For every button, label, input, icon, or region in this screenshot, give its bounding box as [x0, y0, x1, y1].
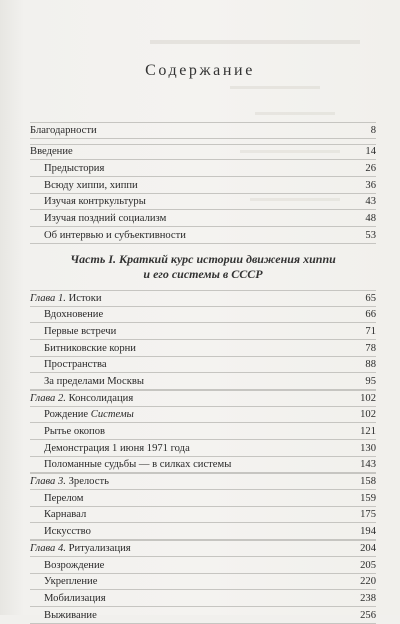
toc-entry-page-number: 48	[365, 213, 376, 225]
toc-entry-label: Изучая контркультуры	[44, 196, 146, 208]
toc-entry	[30, 574, 376, 591]
toc-entry	[30, 440, 376, 457]
toc-entry-page-number: 121	[360, 426, 376, 437]
toc-entry-page-number: 238	[360, 592, 376, 604]
bleed-through-2	[230, 86, 320, 89]
toc-entry	[30, 122, 376, 139]
toc-entry-page-number: 53	[365, 229, 376, 241]
toc-entry-label: Возрождение	[44, 559, 105, 571]
toc-entry-page-number: 14	[365, 146, 376, 158]
toc-entry-label: Введение	[30, 146, 73, 158]
toc-entry	[30, 407, 376, 424]
toc-entry-page-number: 159	[360, 492, 376, 504]
toc-entry	[30, 607, 376, 624]
chapter-entry	[30, 290, 376, 307]
chapter-entry-page-number: 102	[360, 392, 376, 404]
toc-entry-label: Всюду хиппи, хиппи	[44, 179, 138, 191]
chapter-entry-page-number: 65	[365, 292, 376, 304]
chapter-entry	[30, 473, 376, 490]
toc-entry-label: Выживание	[44, 609, 97, 621]
toc-entry-page-number: 102	[360, 409, 376, 421]
page-title: Содержание	[145, 62, 255, 79]
chapter-entry-label	[30, 292, 336, 306]
chapter-entry-page-number: 204	[360, 542, 376, 554]
chapter-entry	[30, 390, 376, 407]
toc-entry	[30, 507, 376, 524]
toc-entry-page-number: 36	[365, 179, 376, 191]
toc-entry-label: Рождение Системы	[44, 409, 134, 421]
toc-entry-page-number: 88	[365, 359, 376, 371]
toc-entry	[30, 357, 376, 374]
chapter-list	[30, 290, 376, 624]
toc-entry	[30, 340, 376, 357]
chapter-entry-title: Зрелость	[68, 476, 109, 488]
toc-entry-page-number: 194	[360, 526, 376, 538]
chapter-entry-label	[30, 542, 336, 556]
toc-entry-label: Карнавал	[44, 509, 87, 521]
toc-entry-label: Перелом	[44, 492, 84, 504]
toc-entry-label: Изучая поздний социализм	[44, 213, 167, 225]
toc-entry	[30, 457, 376, 474]
toc-entry	[30, 490, 376, 507]
toc-entry-label: Поломанные судьбы — в силках системы	[44, 459, 232, 471]
chapter-entry-title: Консолидация	[68, 392, 134, 404]
toc-entry	[30, 144, 376, 161]
toc-entry-page-number: 220	[360, 576, 376, 588]
toc-entry-label: Укрепление	[44, 576, 98, 588]
toc-entry	[30, 423, 376, 440]
chapter-entry-page-number: 158	[360, 476, 376, 488]
bleed-through-3	[255, 112, 335, 115]
toc-entry-page-number: 130	[360, 442, 376, 454]
chapter-entry-prefix: Глава 2.	[30, 392, 66, 404]
toc-entry-label: Битниковские корни	[44, 342, 136, 354]
chapter-entry-prefix: Глава 1.	[30, 292, 66, 304]
italic-word: Системы	[90, 409, 134, 421]
toc-entry-label: Демонстрация 1 июня 1971 года	[44, 442, 190, 454]
toc-entry-page-number: 8	[370, 124, 376, 136]
part-heading	[30, 252, 376, 282]
toc-entry-page-number: 26	[365, 163, 376, 175]
toc-entry-label: Мобилизация	[44, 592, 106, 604]
toc-entry-label: Вдохновение	[44, 309, 104, 321]
front-matter-list	[30, 122, 376, 244]
toc-entry	[30, 590, 376, 607]
toc-entry	[30, 177, 376, 194]
toc-entry-label: Пространства	[44, 359, 107, 371]
toc-entry-page-number: 78	[365, 342, 376, 354]
bleed-through-1	[150, 40, 360, 44]
toc-entry	[30, 373, 376, 390]
toc-entry-page-number: 143	[360, 459, 376, 471]
toc-entry-page-number: 95	[365, 375, 376, 387]
toc-entry	[30, 160, 376, 177]
toc-entry-page-number: 66	[365, 309, 376, 321]
toc-entry	[30, 227, 376, 244]
chapter-entry-prefix: Глава 3.	[30, 476, 66, 488]
chapter-entry-label	[30, 475, 336, 489]
chapter-entry-title: Ритуализация	[68, 542, 131, 554]
toc-entry	[30, 210, 376, 227]
toc-entry-label: Предыстория	[44, 163, 105, 175]
toc-entry-page-number: 205	[360, 559, 376, 571]
table-of-contents	[30, 122, 376, 624]
toc-entry-label: Искусство	[44, 526, 91, 538]
part-heading-line-2: и его системы в СССР	[143, 266, 263, 281]
chapter-entry	[30, 540, 376, 557]
toc-entry-page-number: 256	[360, 609, 376, 621]
toc-entry-label: Рытье окопов	[44, 426, 105, 437]
toc-entry	[30, 307, 376, 324]
toc-entry-label: Благодарности	[30, 124, 97, 136]
toc-entry-label: Первые встречи	[44, 325, 117, 337]
chapter-entry-title: Истоки	[68, 292, 102, 304]
toc-entry	[30, 557, 376, 574]
toc-entry-label: За пределами Москвы	[44, 375, 144, 387]
toc-entry	[30, 194, 376, 211]
chapter-entry-label	[30, 392, 336, 406]
part-heading-line-1: Часть I. Краткий курс истории движения хиппи	[70, 251, 336, 266]
toc-entry-page-number: 71	[365, 325, 376, 337]
toc-entry	[30, 523, 376, 540]
toc-entry	[30, 323, 376, 340]
toc-entry-page-number: 175	[360, 509, 376, 521]
toc-entry-page-number: 43	[365, 196, 376, 208]
toc-entry-label: Об интервью и субъективности	[44, 229, 186, 241]
chapter-entry-prefix: Глава 4.	[30, 542, 66, 554]
